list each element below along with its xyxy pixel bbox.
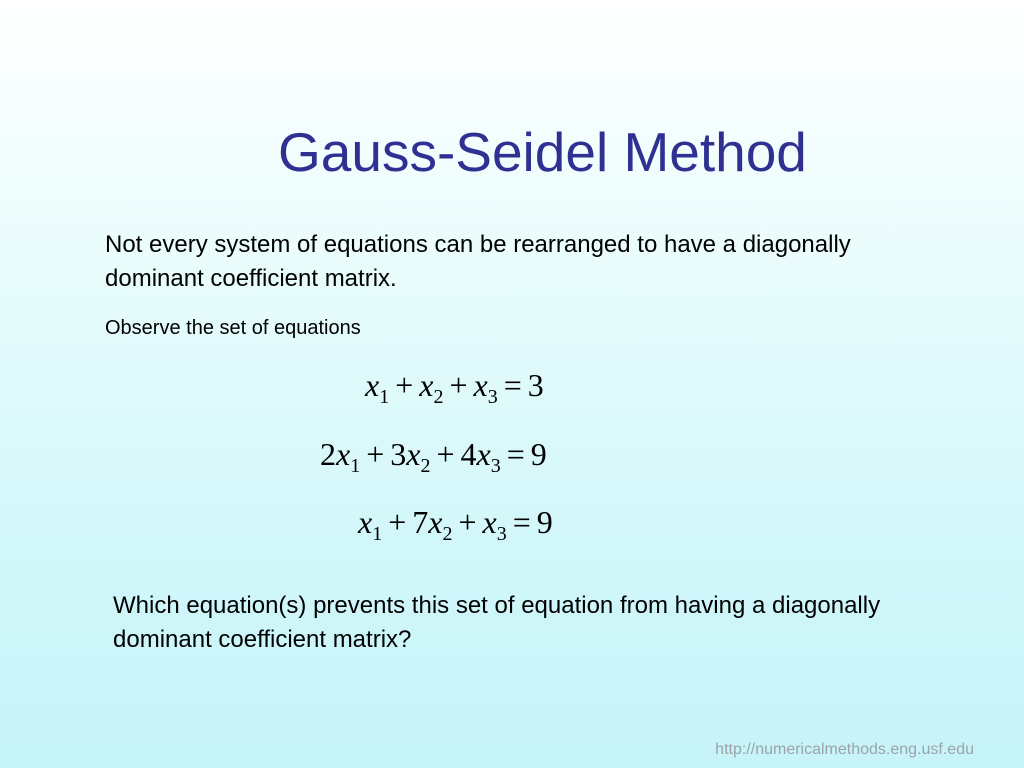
equation-1: $x_1 + x_2 + x_3 = 3$ bbox=[365, 367, 544, 408]
eq3-term2: $7x_2$ bbox=[412, 504, 453, 545]
eq1-rhs: 3 bbox=[527, 367, 544, 403]
eq1-term2: $x_2$ bbox=[419, 367, 444, 408]
eq3-term3: $x_3$ bbox=[482, 504, 507, 545]
eq1-term3: $x_3$ bbox=[473, 367, 498, 408]
observe-paragraph: Observe the set of equations bbox=[105, 317, 361, 339]
eq2-term3: $4x_3$ bbox=[460, 436, 501, 477]
eq2-term2: $3x_2$ bbox=[390, 436, 431, 477]
slide-title: Gauss-Seidel Method bbox=[278, 121, 807, 183]
eq2-rhs: 9 bbox=[530, 436, 547, 472]
equation-3: $x_1 + 7x_2 + x_3 = 9$ bbox=[358, 504, 553, 545]
intro-paragraph: Not every system of equations can be rearranged to have a diagonally dominant coefficient matrix. bbox=[105, 231, 851, 292]
eq2-term1: $2x_1$ bbox=[320, 436, 361, 477]
eq3-term1: $x_1$ bbox=[358, 504, 383, 545]
equation-2: $2x_1 + 3x_2 + 4x_3 = 9$ bbox=[320, 436, 547, 477]
question-paragraph: Which equation(s) prevents this set of equation from having a diagonally dominant coefficient matrix? bbox=[113, 592, 881, 653]
eq1-term1: $x_1$ bbox=[365, 367, 390, 408]
footer-url[interactable]: http://numericalmethods.eng.usf.edu bbox=[715, 741, 974, 758]
eq3-rhs: 9 bbox=[536, 504, 553, 540]
